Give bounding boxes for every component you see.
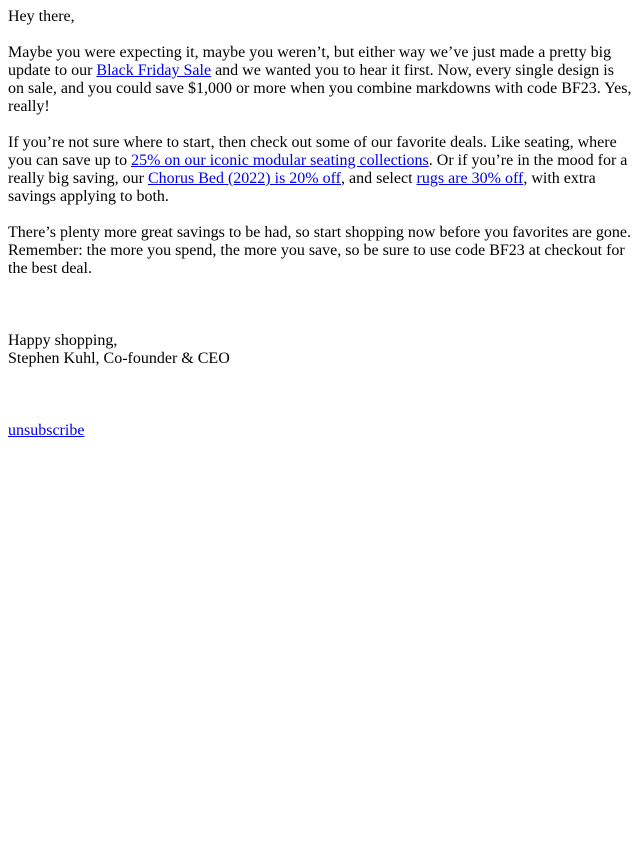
footer — [8, 422, 632, 440]
spacer — [8, 296, 632, 332]
deals-and-select-text: , and select — [341, 170, 417, 187]
intro-text-after: and we wanted you to hear it first. Now, every single design is on sale, and you could save $1,000 or more when you combine markdowns with code BF23. Yes, really! — [8, 62, 632, 115]
deals-intro-text: If you’re not sure where to start, then check out some of our favorite deals. Like seating, where you can save up to — [8, 134, 617, 169]
intro-paragraph — [8, 44, 632, 116]
seating-collections-link[interactable]: 25% on our iconic modular seating collections — [131, 152, 429, 169]
deals-paragraph — [8, 134, 632, 206]
signoff-block — [8, 332, 632, 368]
spacer — [8, 386, 632, 422]
signoff: Happy shopping, — [8, 332, 118, 349]
unsubscribe-link[interactable]: unsubscribe — [8, 422, 85, 439]
closing-paragraph: There’s plenty more great savings to be had, so start shopping now before you favorites are gone. Remember: the more you spend, the more you save, so be sure to use code BF23 at checkout for the best deal. — [8, 224, 631, 277]
signature: Stephen Kuhl, Co-founder & CEO — [8, 350, 230, 367]
deals-ending-text: , with extra savings applying to both. — [8, 170, 596, 205]
black-friday-sale-link[interactable]: Black Friday Sale — [96, 62, 212, 79]
rugs-link[interactable]: rugs are 30% off — [416, 170, 524, 187]
deals-middle-text: . Or if you’re in the mood for a really big saving, our — [8, 152, 628, 187]
chorus-bed-link[interactable]: Chorus Bed (2022) is 20% off — [147, 170, 341, 187]
intro-text-before: Maybe you were expecting it, maybe you weren’t, but either way we’ve just made a pretty big update to our — [8, 44, 612, 79]
greeting: Hey there, — [8, 8, 75, 25]
